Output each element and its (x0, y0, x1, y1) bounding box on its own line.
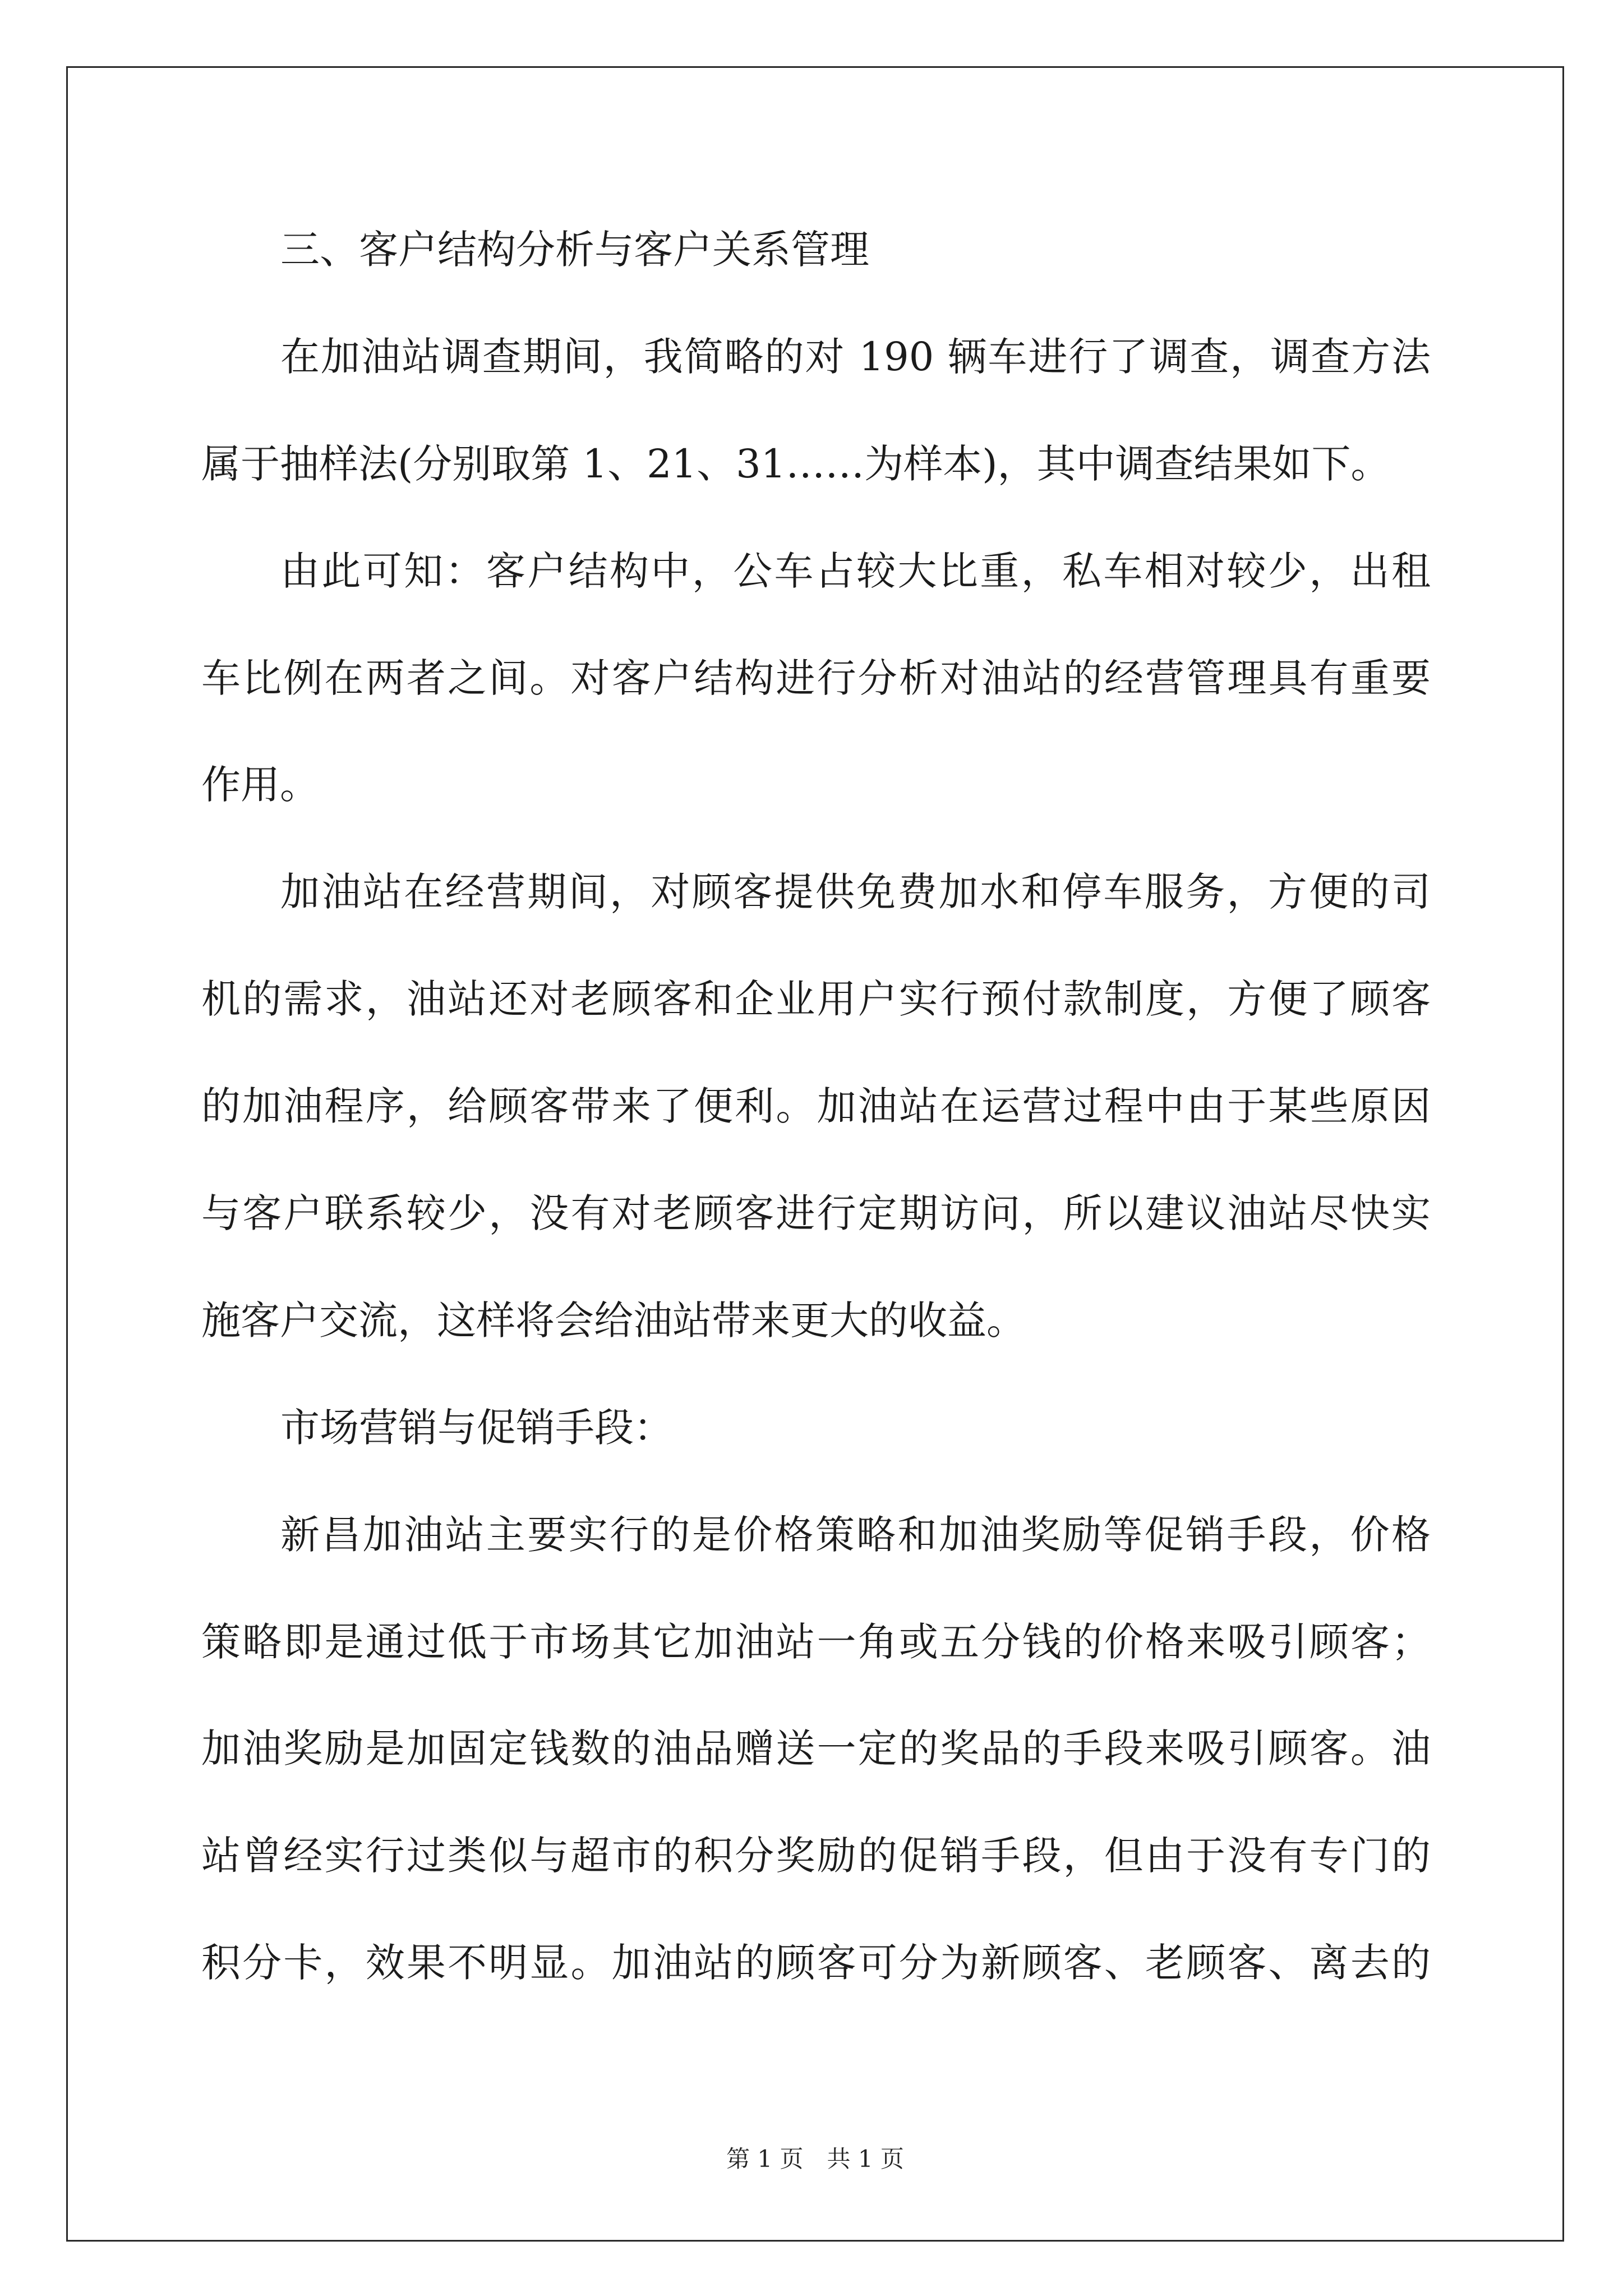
text-line: 属于抽样法(分别取第 1、21、31……为样本)，其中调查结果如下。 (201, 440, 1390, 487)
paragraph-heading (201, 196, 1431, 303)
text-line: 机的需求，油站还对老顾客和企业用户实行预付款制度，方便了顾客 (201, 976, 1431, 1023)
text-line: 策略即是通过低于市场其它加油站一角或五分钱的价格来吸引顾客； (201, 1618, 1431, 1665)
paragraph (201, 1481, 1431, 2017)
paragraph (201, 303, 1431, 518)
text-line: 作用。 (201, 762, 319, 808)
text-line: 车比例在两者之间。对客户结构进行分析对油站的经营管理具有重要 (201, 655, 1431, 701)
subsection-heading: 市场营销与促销手段： (280, 1404, 673, 1451)
text-line: 加油站在经营期间，对顾客提供免费加水和停车服务，方便的司 (280, 869, 1431, 915)
text-line: 加油奖励是加固定钱数的油品赠送一定的奖品的手段来吸引顾客。油 (201, 1726, 1431, 1772)
text-line: 积分卡，效果不明显。加油站的顾客可分为新顾客、老顾客、离去的 (201, 1940, 1431, 1986)
text-line: 由此可知：客户结构中，公车占较大比重，私车相对较少，出租 (280, 547, 1431, 594)
text-line: 与客户联系较少，没有对老顾客进行定期访问，所以建议油站尽快实 (201, 1190, 1431, 1237)
text-line: 施客户交流，这样将会给油站带来更大的收益。 (201, 1297, 1026, 1343)
page-footer: 第 1 页 共 1 页 (726, 2145, 904, 2173)
text-line: 站曾经实行过类似与超市的积分奖励的促销手段，但由于没有专门的 (201, 1833, 1431, 1879)
document-body (201, 196, 1431, 2017)
paragraph (201, 839, 1431, 1374)
paragraph-subheading (201, 1374, 1431, 1481)
text-line: 新昌加油站主要实行的是价格策略和加油奖励等促销手段，价格 (280, 1511, 1431, 1558)
paragraph (201, 518, 1431, 839)
section-heading: 三、客户结构分析与客户关系管理 (280, 227, 869, 273)
text-line: 在加油站调查期间，我简略的对 190 辆车进行了调查，调查方法 (280, 333, 1431, 380)
text-line: 的加油程序，给顾客带来了便利。加油站在运营过程中由于某些原因 (201, 1083, 1431, 1130)
